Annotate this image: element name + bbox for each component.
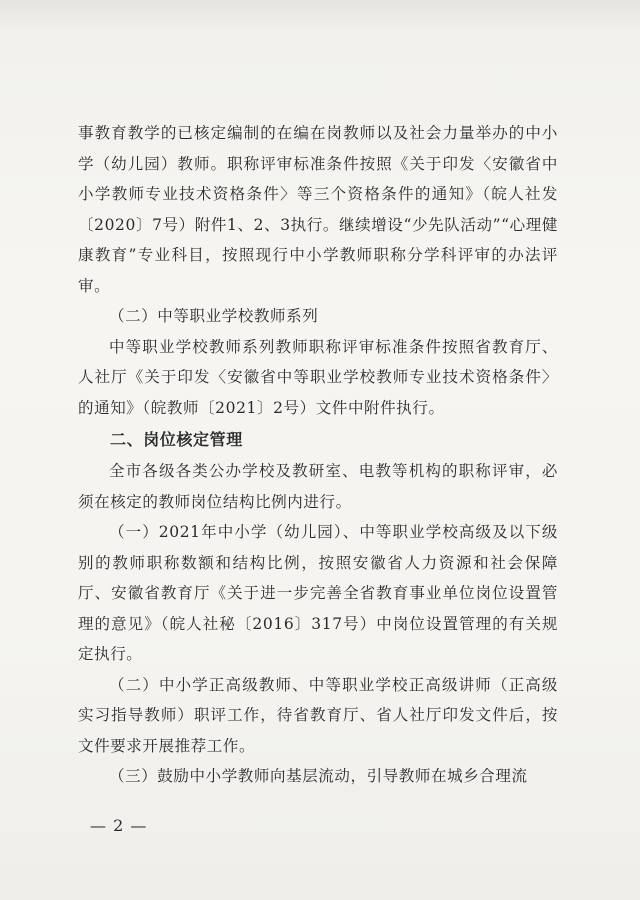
page-number: — 2 — bbox=[90, 816, 148, 835]
paragraph-item-two: （二）中小学正高级教师、中等职业学校正高级讲师（正高级实习指导教师）职评工作，待省教育厅、省人社厅印发文件后，按文件要求开展推荐工作。 bbox=[78, 675, 558, 755]
document-body bbox=[78, 118, 558, 792]
paragraph-vocational-criteria: 中等职业学校教师系列教师职称评审标准条件按照省教育厅、人社厅《关于印发〈安徽省中等职业学校教师专业技术资格条件〉的通知》（皖教师〔2021〕2号）文件中附件执行。 bbox=[78, 337, 558, 417]
scan-edge-shadow bbox=[0, 0, 640, 30]
section-heading-post-management: 二、岗位核定管理 bbox=[110, 430, 243, 449]
subheading-vocational-series: （二）中等职业学校教师系列 bbox=[109, 307, 319, 325]
paragraph-post-ratio: 全市各级各类公办学校及教研室、电教等机构的职称评审，必须在核定的教师岗位结构比例内进行。 bbox=[78, 462, 558, 511]
paragraph-item-three: （三）鼓励中小学教师向基层流动，引导教师在城乡合理流 bbox=[109, 767, 528, 785]
paragraph-continuation: 事教育教学的已核定编制的在编在岗教师以及社会力量举办的中小学（幼儿园）教师。职称评审标准条件按照《关于印发〈安徽省中小学教师专业技术资格条件〉等三个资格条件的通知》（皖人社发〔2020〕7号）附件1、2、3执行。继续增设“少先队活动”“心理健康教育”专业科目，按照现行中小学教师职称分学科评审的办法评审。 bbox=[78, 124, 558, 295]
paragraph-item-one: （一）2021年中小学（幼儿园）、中等职业学校高级及以下级别的教师职称数额和结构比例，按照安徽省人力资源和社会保障厅、安徽省教育厅《关于进一步完善全省教育事业单位岗位设置管理的意见》（皖人社秘〔2016〕317号）中岗位设置管理的有关规定执行。 bbox=[78, 523, 558, 663]
